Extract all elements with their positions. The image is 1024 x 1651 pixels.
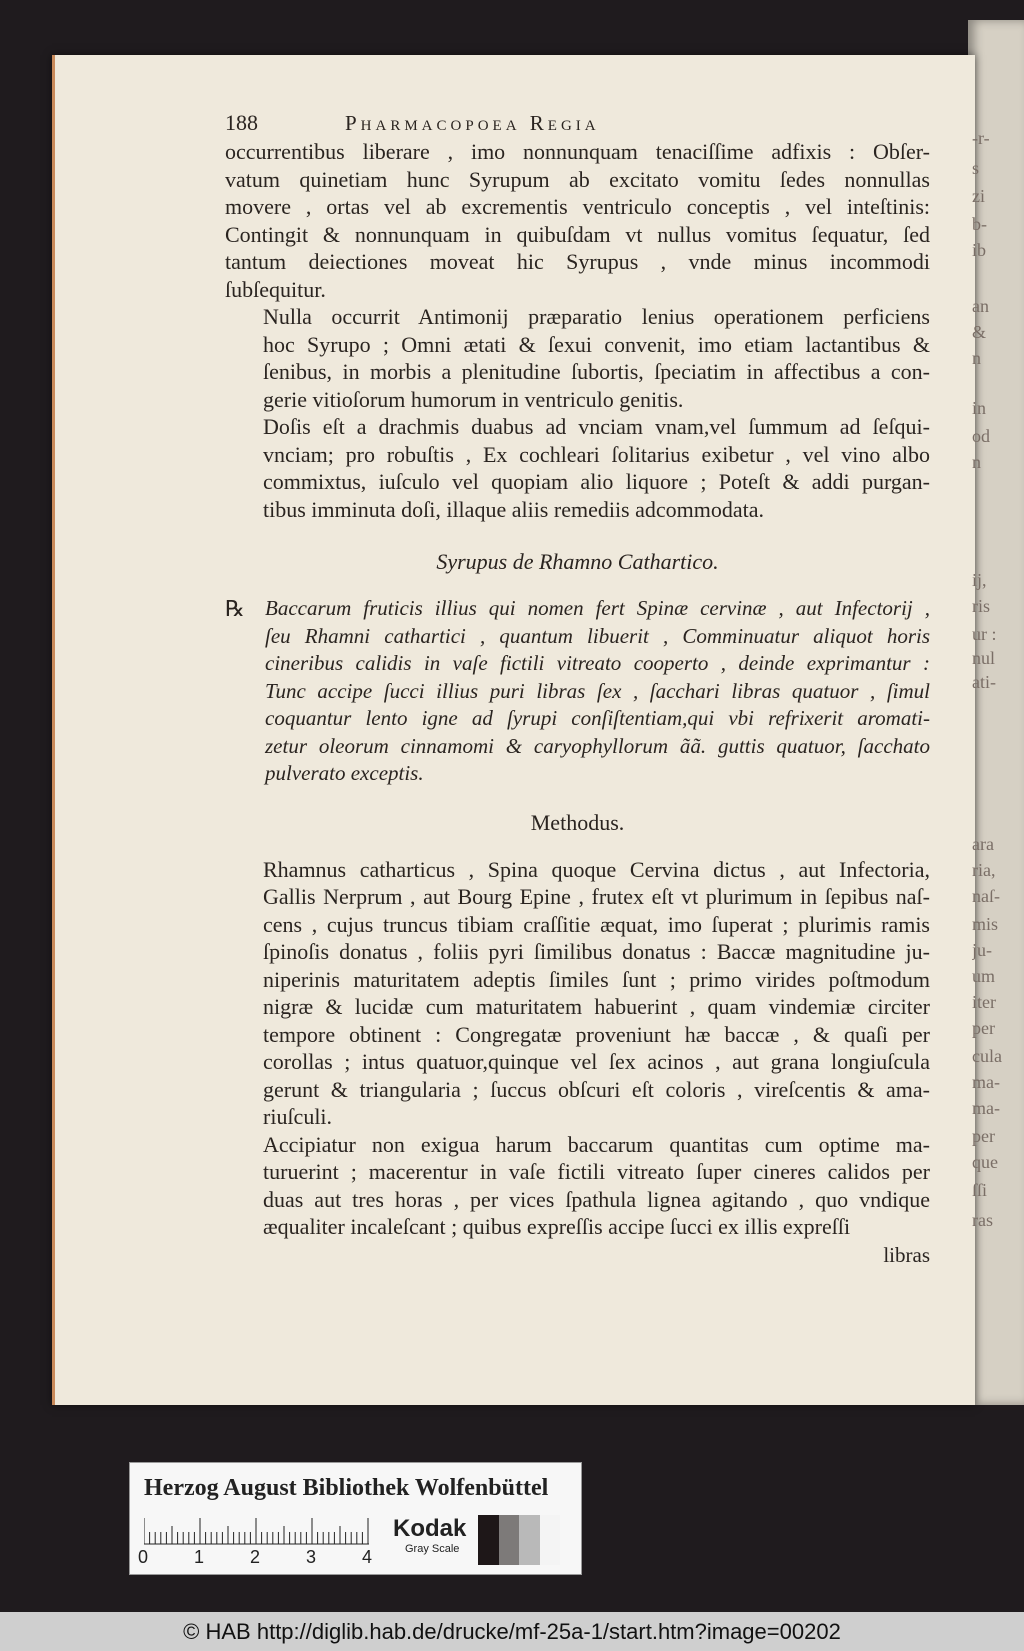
text-line: Gallis Nerprum , aut Bourg Epine , frutex eſt vt plurimum in ſepibus naſ- <box>263 884 930 909</box>
facing-page-fragment: ur : <box>972 624 997 644</box>
text-line: Contingit & nonnunquam in quibuſdam vt nullus vomitus ſequatur, ſed <box>225 221 930 247</box>
text-line: vnciam; pro robuſtis , Ex cochleari ſolitarius exibetur , vel vino albo <box>263 441 930 467</box>
text-line: ſubſequitur. <box>225 276 326 302</box>
text-line: niperinis maturitatem adeptis ſimiles ſunt ; primo virides poſtmodum <box>263 966 930 992</box>
dosage-paragraph-2 <box>225 413 930 523</box>
text-line: æqualiter incaleſcant ; quibus expreſſis accipe ſucci ex illis expreſſi <box>263 1214 851 1239</box>
text-line: Rhamnus catharticus , Spina quoque Cervina dictus , aut Infectoria, <box>263 856 930 882</box>
section-title: Syrupus de Rhamno Cathartico. <box>436 549 719 574</box>
gray-swatch <box>499 1515 520 1565</box>
text-line: hoc Syrupo ; Omni ætati & ſexui convenit, imo etiam lactantibus & <box>263 331 930 357</box>
text-line: Baccarum fruticis illius qui nomen fert Spinæ cervinæ , aut Infectorij , <box>265 596 930 620</box>
facing-page-fragment: n <box>972 348 981 368</box>
page-number: 188 <box>225 110 258 135</box>
text-line: commixtus, iuſculo vel quopiam alio liquore ; Poteſt & addi purgan- <box>263 469 930 494</box>
method-title: Methodus. <box>530 809 625 835</box>
kodak-logo: Kodak <box>393 1515 467 1542</box>
dosage-paragraph-1 <box>225 303 930 413</box>
recipe-block <box>225 595 930 788</box>
book-page <box>52 55 975 1405</box>
ruler-number: 3 <box>306 1547 317 1567</box>
facing-page-fragment: ria, <box>972 860 996 880</box>
gray-swatch <box>540 1515 561 1565</box>
facing-page-fragment: um <box>972 966 996 986</box>
text-line: nigræ & lucidæ cum maturitatem habuerint , quam vindemiæ circiter <box>263 994 930 1019</box>
facing-page-fragment: s <box>972 158 980 178</box>
text-line: turuerint ; macerentur in vaſe fictili vitreato ſuper cineres calidos per <box>263 1159 930 1184</box>
ruler-number: 4 <box>362 1547 373 1567</box>
running-head <box>225 110 930 136</box>
text-line: riuſculi. <box>263 1104 333 1129</box>
recipe-text <box>265 595 930 788</box>
method-paragraph <box>225 856 930 1131</box>
page-text-block <box>225 110 930 1268</box>
facing-page-fragment: que <box>972 1152 998 1172</box>
gray-scale-swatches <box>478 1515 560 1565</box>
facing-page-fragment: naſ- <box>972 886 1000 906</box>
facing-page-fragment: ara <box>972 834 994 854</box>
running-title: Pharmacopoea Regia <box>345 111 600 135</box>
facing-page-fragment: ſſi <box>972 1180 988 1200</box>
gray-swatch <box>519 1515 540 1565</box>
ruler-number: 2 <box>250 1547 261 1567</box>
facing-page-fragment: ju- <box>972 940 992 960</box>
facing-page-fragment: ma- <box>972 1072 1000 1092</box>
accipiatur-paragraph <box>225 1131 930 1241</box>
facing-page-fragment: mis <box>972 914 999 934</box>
text-line: Accipiatur non exigua harum baccarum quantitas cum optime ma- <box>263 1131 930 1157</box>
facing-page-fragment: ma- <box>972 1098 1000 1118</box>
text-line: tibus imminuta doſi, illaque aliis remediis adcommodata. <box>263 496 765 522</box>
text-line: tantum deiectiones moveat hic Syrupus , vnde minus incommodi <box>225 249 930 274</box>
facing-page-fragment: -r- <box>972 128 990 148</box>
facing-page-fragment: ib <box>972 240 987 260</box>
facing-page-fragment: ris <box>972 596 990 616</box>
facing-page-fragment: nul <box>972 648 996 668</box>
text-line: duas aut tres horas , per vices ſpathula lignea agitando , quo vndique <box>263 1186 930 1212</box>
kodak-gray-scale-label: Gray Scale <box>405 1543 460 1555</box>
text-line: pulverato exceptis. <box>265 761 424 785</box>
text-line: ſeu Rhamni cathartici , quantum libuerit , Comminuatur aliquot horis <box>265 623 930 648</box>
facing-page-fragment: iter <box>972 992 996 1012</box>
footer-attribution: © HAB http://diglib.hab.de/drucke/mf-25a-1/start.htm?image=00202 <box>0 1612 1024 1651</box>
facing-page-fragment: ij, <box>972 570 987 590</box>
ruler-number: 0 <box>138 1547 149 1567</box>
facing-page-fragment: cula <box>972 1046 1002 1066</box>
ruler-scale <box>144 1517 369 1545</box>
ruler-number: 1 <box>194 1547 205 1567</box>
facing-page-fragment: ras <box>972 1210 993 1230</box>
text-line: coquantur lento igne ad ſyrupi conſiſtentiam,qui vbi refrixerit aromati- <box>265 706 930 730</box>
text-line: ſenibus, in morbis a plenitudine ſubortis, ſpeciatim in affectibus a con- <box>263 359 930 384</box>
intro-paragraph <box>225 138 930 303</box>
recipe-symbol: ℞ <box>225 596 245 621</box>
facing-page-fragment: per <box>972 1018 995 1038</box>
text-line: gerie vitioſorum humorum in ventriculo genitis. <box>263 386 684 412</box>
facing-page-fragment: n <box>972 452 981 472</box>
facing-page-fragment: ati- <box>972 672 996 692</box>
facing-page-fragment: an <box>972 296 989 316</box>
text-line: gerunt & triangularia ; ſuccus obſcuri eſt coloris , vireſcentis & ama- <box>263 1076 930 1102</box>
text-line: zetur oleorum cinnamomi & caryophyllorum ãã. guttis quatuor, ſacchato <box>265 733 930 758</box>
facing-page-fragment: per <box>972 1126 995 1146</box>
text-line: Nulla occurrit Antimonij præparatio lenius operationem perficiens <box>263 304 930 329</box>
color-calibration-bar <box>129 1462 582 1575</box>
text-line: tempore obtinent : Congregatæ proveniunt hæ baccæ , & quaſi per <box>263 1021 930 1047</box>
text-line: Doſis eſt a drachmis duabus ad vnciam vnam,vel ſummum ad ſeſqui- <box>263 414 930 439</box>
facing-page-fragment: zi <box>972 186 985 206</box>
text-line: cens , cujus truncus tibiam craſſitie æquat, imo ſuperat ; plurimis ramis <box>263 911 930 937</box>
text-line: vatum quinetiam hunc Syrupum ab excitato vomitu ſedes nonnullas <box>225 166 930 192</box>
text-line: Tunc accipe ſucci illius puri libras ſex , ſacchari libras quatuor , ſimul <box>265 678 930 703</box>
text-line: cineribus calidis in vaſe fictili vitreato cooperto , deinde exprimantur : <box>265 651 930 675</box>
text-line: movere , ortas vel ab excrementis ventriculo conceptis , vel inteſtinis: <box>225 194 930 219</box>
facing-page-fragment: & <box>972 322 987 342</box>
library-name: Herzog August Bibliothek Wolfenbüttel <box>144 1475 549 1501</box>
facing-page-fragment: in <box>972 398 987 418</box>
catchword: libras <box>883 1242 930 1267</box>
gray-swatch <box>478 1515 499 1565</box>
text-line: corollas ; intus quatuor,quinque vel ſex acinos , aut grana longiuſcula <box>263 1049 930 1074</box>
facing-page-fragment: od <box>972 426 990 446</box>
text-line: occurrentibus liberare , imo nonnunquam tenaciſſime adfixis : Obſer- <box>225 139 930 164</box>
facing-page-fragment: b- <box>972 214 987 234</box>
text-line: ſpinoſis donatus , foliis pyri ſimilibus donatus : Baccæ magnitudine ju- <box>263 939 930 964</box>
